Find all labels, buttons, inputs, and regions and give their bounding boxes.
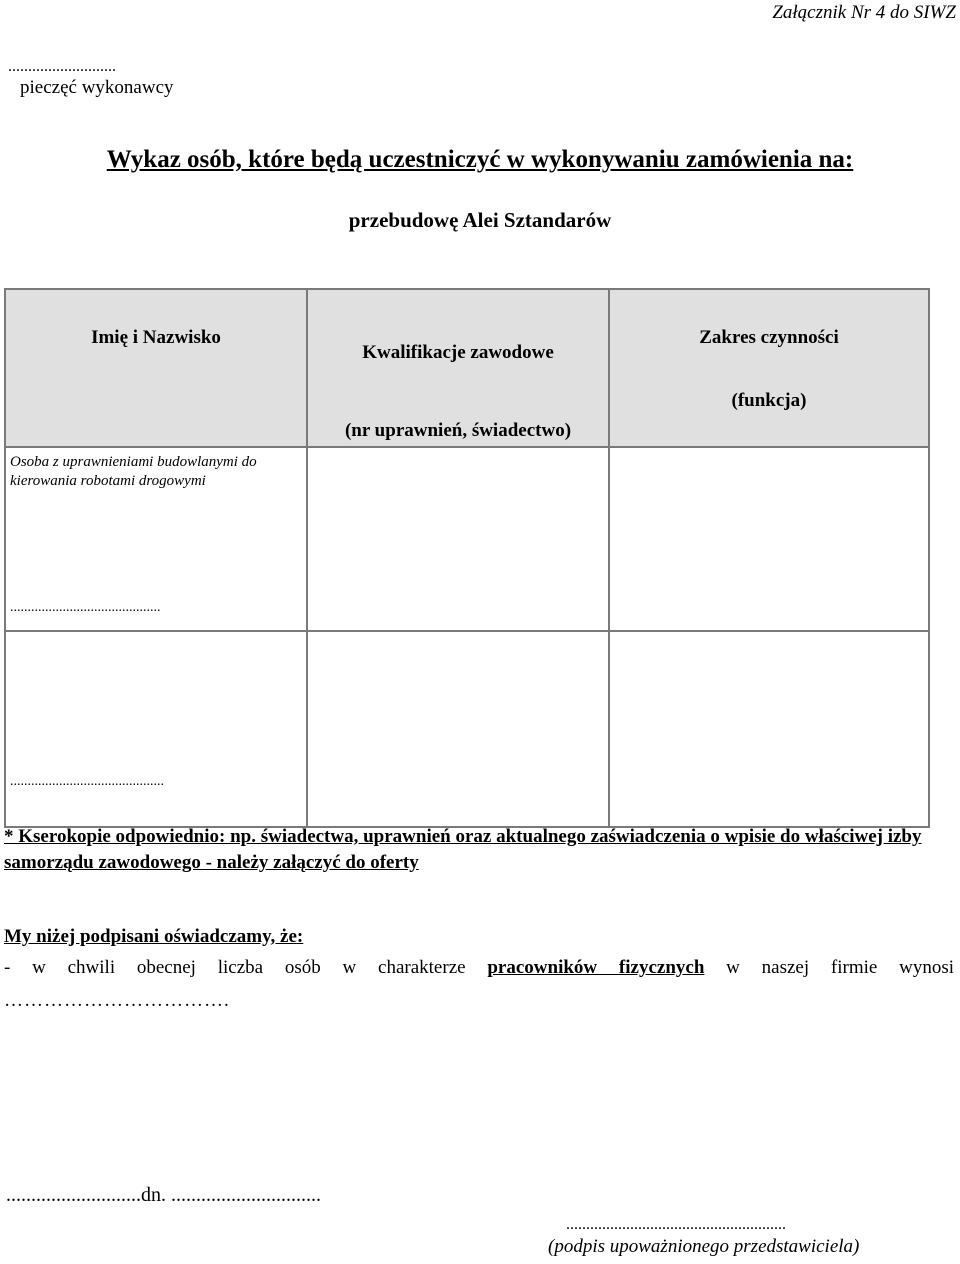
declaration-text-before: - w chwili obecnej liczba osób w charakterze: [4, 957, 466, 978]
header-scope: [609, 289, 929, 447]
contract-subject: przebudowę Alei Sztandarów: [348, 208, 612, 232]
row-name-dots: ...........................................: [10, 600, 161, 615]
table-row: [5, 631, 929, 827]
header-qualifications-line2: (nr uprawnień, świadectwo): [344, 420, 572, 441]
table-row: [5, 447, 929, 631]
declaration-emphasis: pracowników fizycznych: [487, 957, 705, 978]
qualifications-cell[interactable]: [307, 631, 609, 827]
header-qualifications-line1: Kwalifikacje zawodowe: [362, 342, 554, 363]
persons-table: [4, 288, 930, 828]
seal-label: pieczęć wykonawcy: [20, 77, 174, 98]
seal-placeholder-dots: ...........................: [8, 58, 116, 75]
header-qualifications: [307, 289, 609, 447]
attachment-label: Załącznik Nr 4 do SIWZ: [772, 2, 956, 23]
qualifications-cell[interactable]: [307, 447, 609, 631]
header-name: [5, 289, 307, 447]
signature-label: (podpis upoważnionego przedstawiciela): [548, 1236, 860, 1257]
row-name-dots: ............................................: [10, 774, 164, 789]
declaration-count-dots[interactable]: …………………………….: [4, 990, 230, 1011]
scope-cell[interactable]: [609, 447, 929, 631]
declaration-title: My niżej podpisani oświadczamy, że:: [4, 926, 304, 947]
page-title: Wykaz osób, które będą uczestniczyć w wykonywaniu zamówienia na:: [106, 146, 854, 173]
declaration-text-after: w naszej firmie wynosi: [726, 957, 955, 978]
table-header-row: [5, 289, 929, 447]
header-scope-line2: (funkcja): [731, 390, 807, 411]
place-date-field[interactable]: ...........................dn. ..............................: [6, 1184, 321, 1206]
row-role-label: Osoba z uprawnieniami budowlanymi do kierowania robotami drogowymi: [10, 454, 257, 489]
attachments-note: * Kserokopie odpowiednio: np. świadectwa, uprawnień oraz aktualnego zaświadczenia o wpisie do właściwej izby samorządu zawodowego - należy załączyć do oferty: [4, 826, 922, 873]
person-name-cell[interactable]: [5, 447, 307, 631]
signature-dots[interactable]: .......................................................: [566, 1216, 786, 1233]
header-scope-line1: Zakres czynności: [699, 327, 839, 348]
scope-cell[interactable]: [609, 631, 929, 827]
declaration-text: [4, 952, 954, 984]
header-name-label: Imię i Nazwisko: [91, 327, 221, 348]
person-name-cell[interactable]: [5, 631, 307, 827]
